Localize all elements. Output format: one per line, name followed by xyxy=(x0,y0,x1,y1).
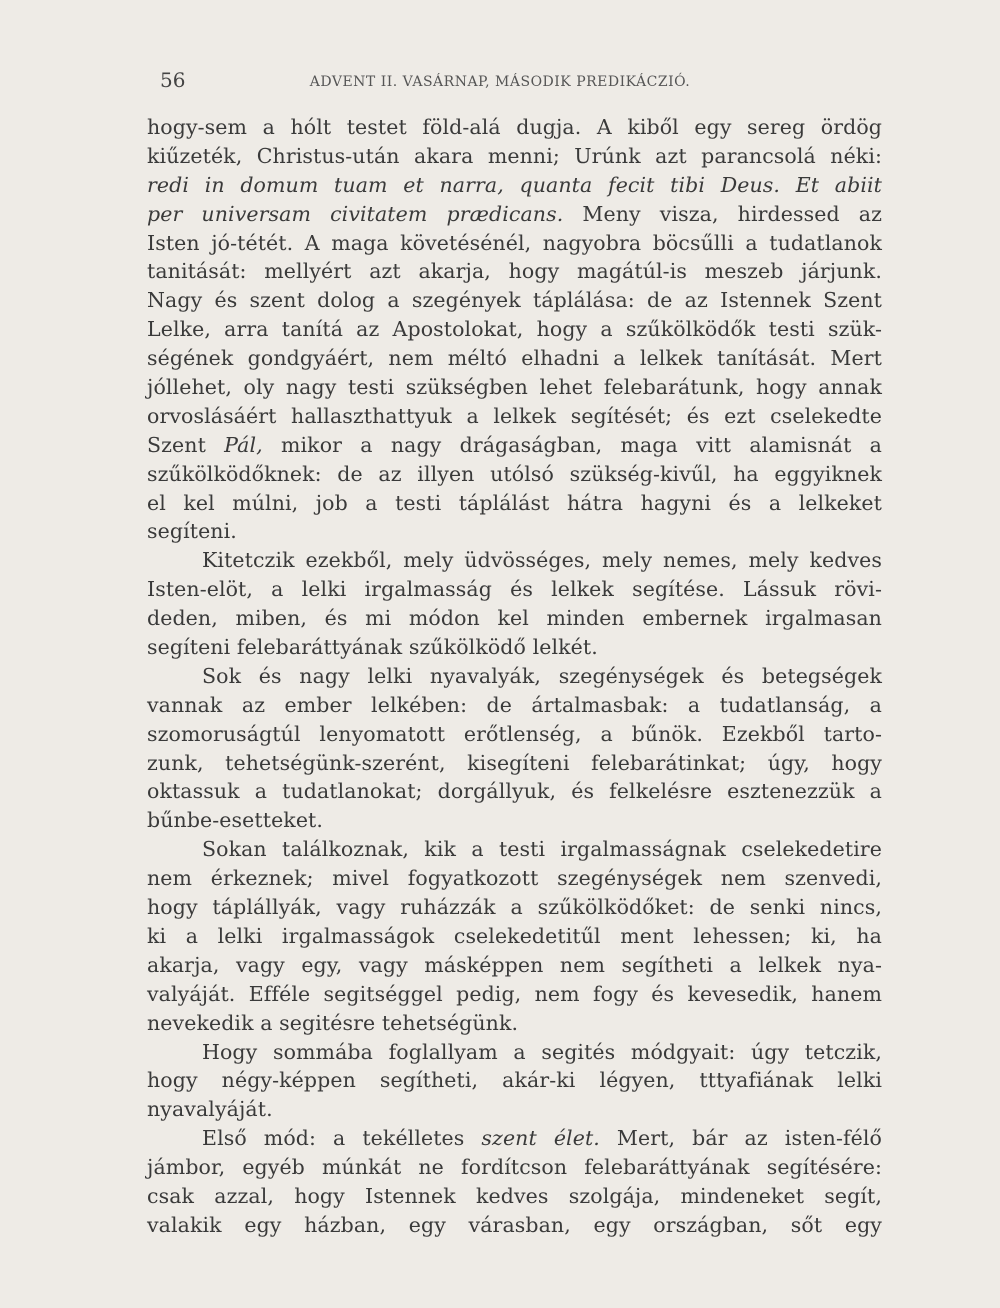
text-line: hogy-sem a hólt testet föld-alá dugja. A kiből egy sereg ördög xyxy=(147,115,882,139)
text-line: hogy táplállyák, vagy ruházzák a szűkölködőket: de senki nincs, xyxy=(147,895,882,920)
text-line: csak azzal, hogy Istennek kedves szolgája, mindeneket segít, xyxy=(147,1183,882,1208)
text-line: ki a lelki irgalmasságok cselekedetitűl ment lehessen; ki, ha xyxy=(147,923,882,948)
italic-fragment: per universam civitatem prædicans. xyxy=(147,201,564,226)
italic-fragment: szent élet. xyxy=(481,1126,600,1151)
text-line: Sok és nagy lelki nyavalyák, szegénységek és betegségek xyxy=(202,663,882,688)
text-line: el kel múlni, job a testi táplálást hátra hagyni és a lelkeket xyxy=(147,490,882,515)
text-line: szomoruságtúl lenyomatott erőtlenség, a bűnök. Ezekből tarto- xyxy=(147,721,882,746)
text-line: szűkölködőknek: de az illyen utólsó szükség-kivűl, ha eggyiknek xyxy=(147,461,882,486)
text-line: tanitását: mellyért azt akarja, hogy magátúl-is meszeb járjunk. xyxy=(147,259,882,284)
text-line: valyáját. Efféle segitséggel pedig, nem fogy és kevesedik, hanem xyxy=(147,981,882,1006)
text-line: Első mód: a tekélletes szent élet. Mert, bár az isten-félő xyxy=(202,1126,882,1151)
text-line: Nagy és szent dolog a szegények táplálása: de az Istennek Szent xyxy=(147,288,882,313)
text-line: Szent Pál, mikor a nagy drágaságban, maga vitt alamisnát a xyxy=(147,432,882,457)
text-line: Lelke, arra tanítá az Apostolokat, hogy a szűkölködők testi szük- xyxy=(147,317,882,342)
margin-notes xyxy=(0,0,150,1308)
text-line: Isten jó-tétét. A maga követésénél, nagyobra böcsűlli a tudatlanok xyxy=(147,230,882,255)
text-line: orvoslásáért hallaszthattyuk a lelkek segítését; és ezt cselekedte xyxy=(147,403,882,428)
text-line: redi in domum tuam et narra, quanta fecit tibi Deus. Et abiit xyxy=(147,172,882,197)
page-header xyxy=(0,68,1000,98)
italic-fragment: Pál, xyxy=(224,432,263,457)
text-line: Hogy sommába foglallyam a segités módgyait: úgy tetczik, xyxy=(202,1039,882,1064)
text-line: Sokan találkoznak, kik a testi irgalmasságnak cselekedetire xyxy=(202,837,882,862)
text-line: nyavalyáját. xyxy=(147,1097,273,1122)
running-head: ADVENT II. VASÁRNAP, MÁSODIK PREDIKÁCZIÓ. xyxy=(309,74,691,90)
text-line: jóllehet, oly nagy testi szükségben lehet felebarátunk, hogy annak xyxy=(147,375,882,400)
text-line: deden, miben, és mi módon kel minden embernek irgalmasan xyxy=(147,606,882,631)
text-line: segíteni felebaráttyának szűkölködő lelkét. xyxy=(147,635,598,660)
text-line: bűnbe-esetteket. xyxy=(147,808,324,833)
text-line: ségének gondgyáért, nem méltó elhadni a lelkek tanítását. Mert xyxy=(147,346,882,371)
text-line: nevekedik a segitésre tehetségünk. xyxy=(147,1010,519,1035)
text-line: valakik egy házban, egy várasban, egy országban, sőt egy xyxy=(147,1212,882,1237)
text-line: zunk, tehetségünk-szerént, kisegíteni felebarátinkat; úgy, hogy xyxy=(147,750,882,775)
text-line: segíteni. xyxy=(147,519,237,544)
text-line: hogy négy-képpen segítheti, akár-ki légyen, tttyafiának lelki xyxy=(147,1068,882,1093)
body-text xyxy=(147,113,882,1240)
text-line: Isten-elöt, a lelki irgalmasság és lelkek segítése. Lássuk rövi- xyxy=(147,577,882,602)
page-number: 56 xyxy=(160,68,186,92)
text-line: oktassuk a tudatlanokat; dorgállyuk, és felkelésre esztenezzük a xyxy=(147,779,882,804)
text-line: jámbor, egyéb múnkát ne fordítcson felebaráttyának segítésére: xyxy=(147,1155,882,1180)
text-line: vannak az ember lelkében: de ártalmasbak: a tudatlanság, a xyxy=(147,692,882,717)
text-line: per universam civitatem prædicans. Meny visza, hirdessed az xyxy=(147,201,882,226)
text-line: kiűzeték, Christus-után akara menni; Urúnk azt parancsolá néki: xyxy=(147,143,882,168)
text-line: akarja, vagy egy, vagy másképpen nem segítheti a lelkek nya- xyxy=(147,952,882,977)
text-line: Kitetczik ezekből, mely üdvösséges, mely nemes, mely kedves xyxy=(202,548,882,573)
text-line: nem érkeznek; mivel fogyatkozott szegénységek nem szenvedi, xyxy=(147,866,882,891)
